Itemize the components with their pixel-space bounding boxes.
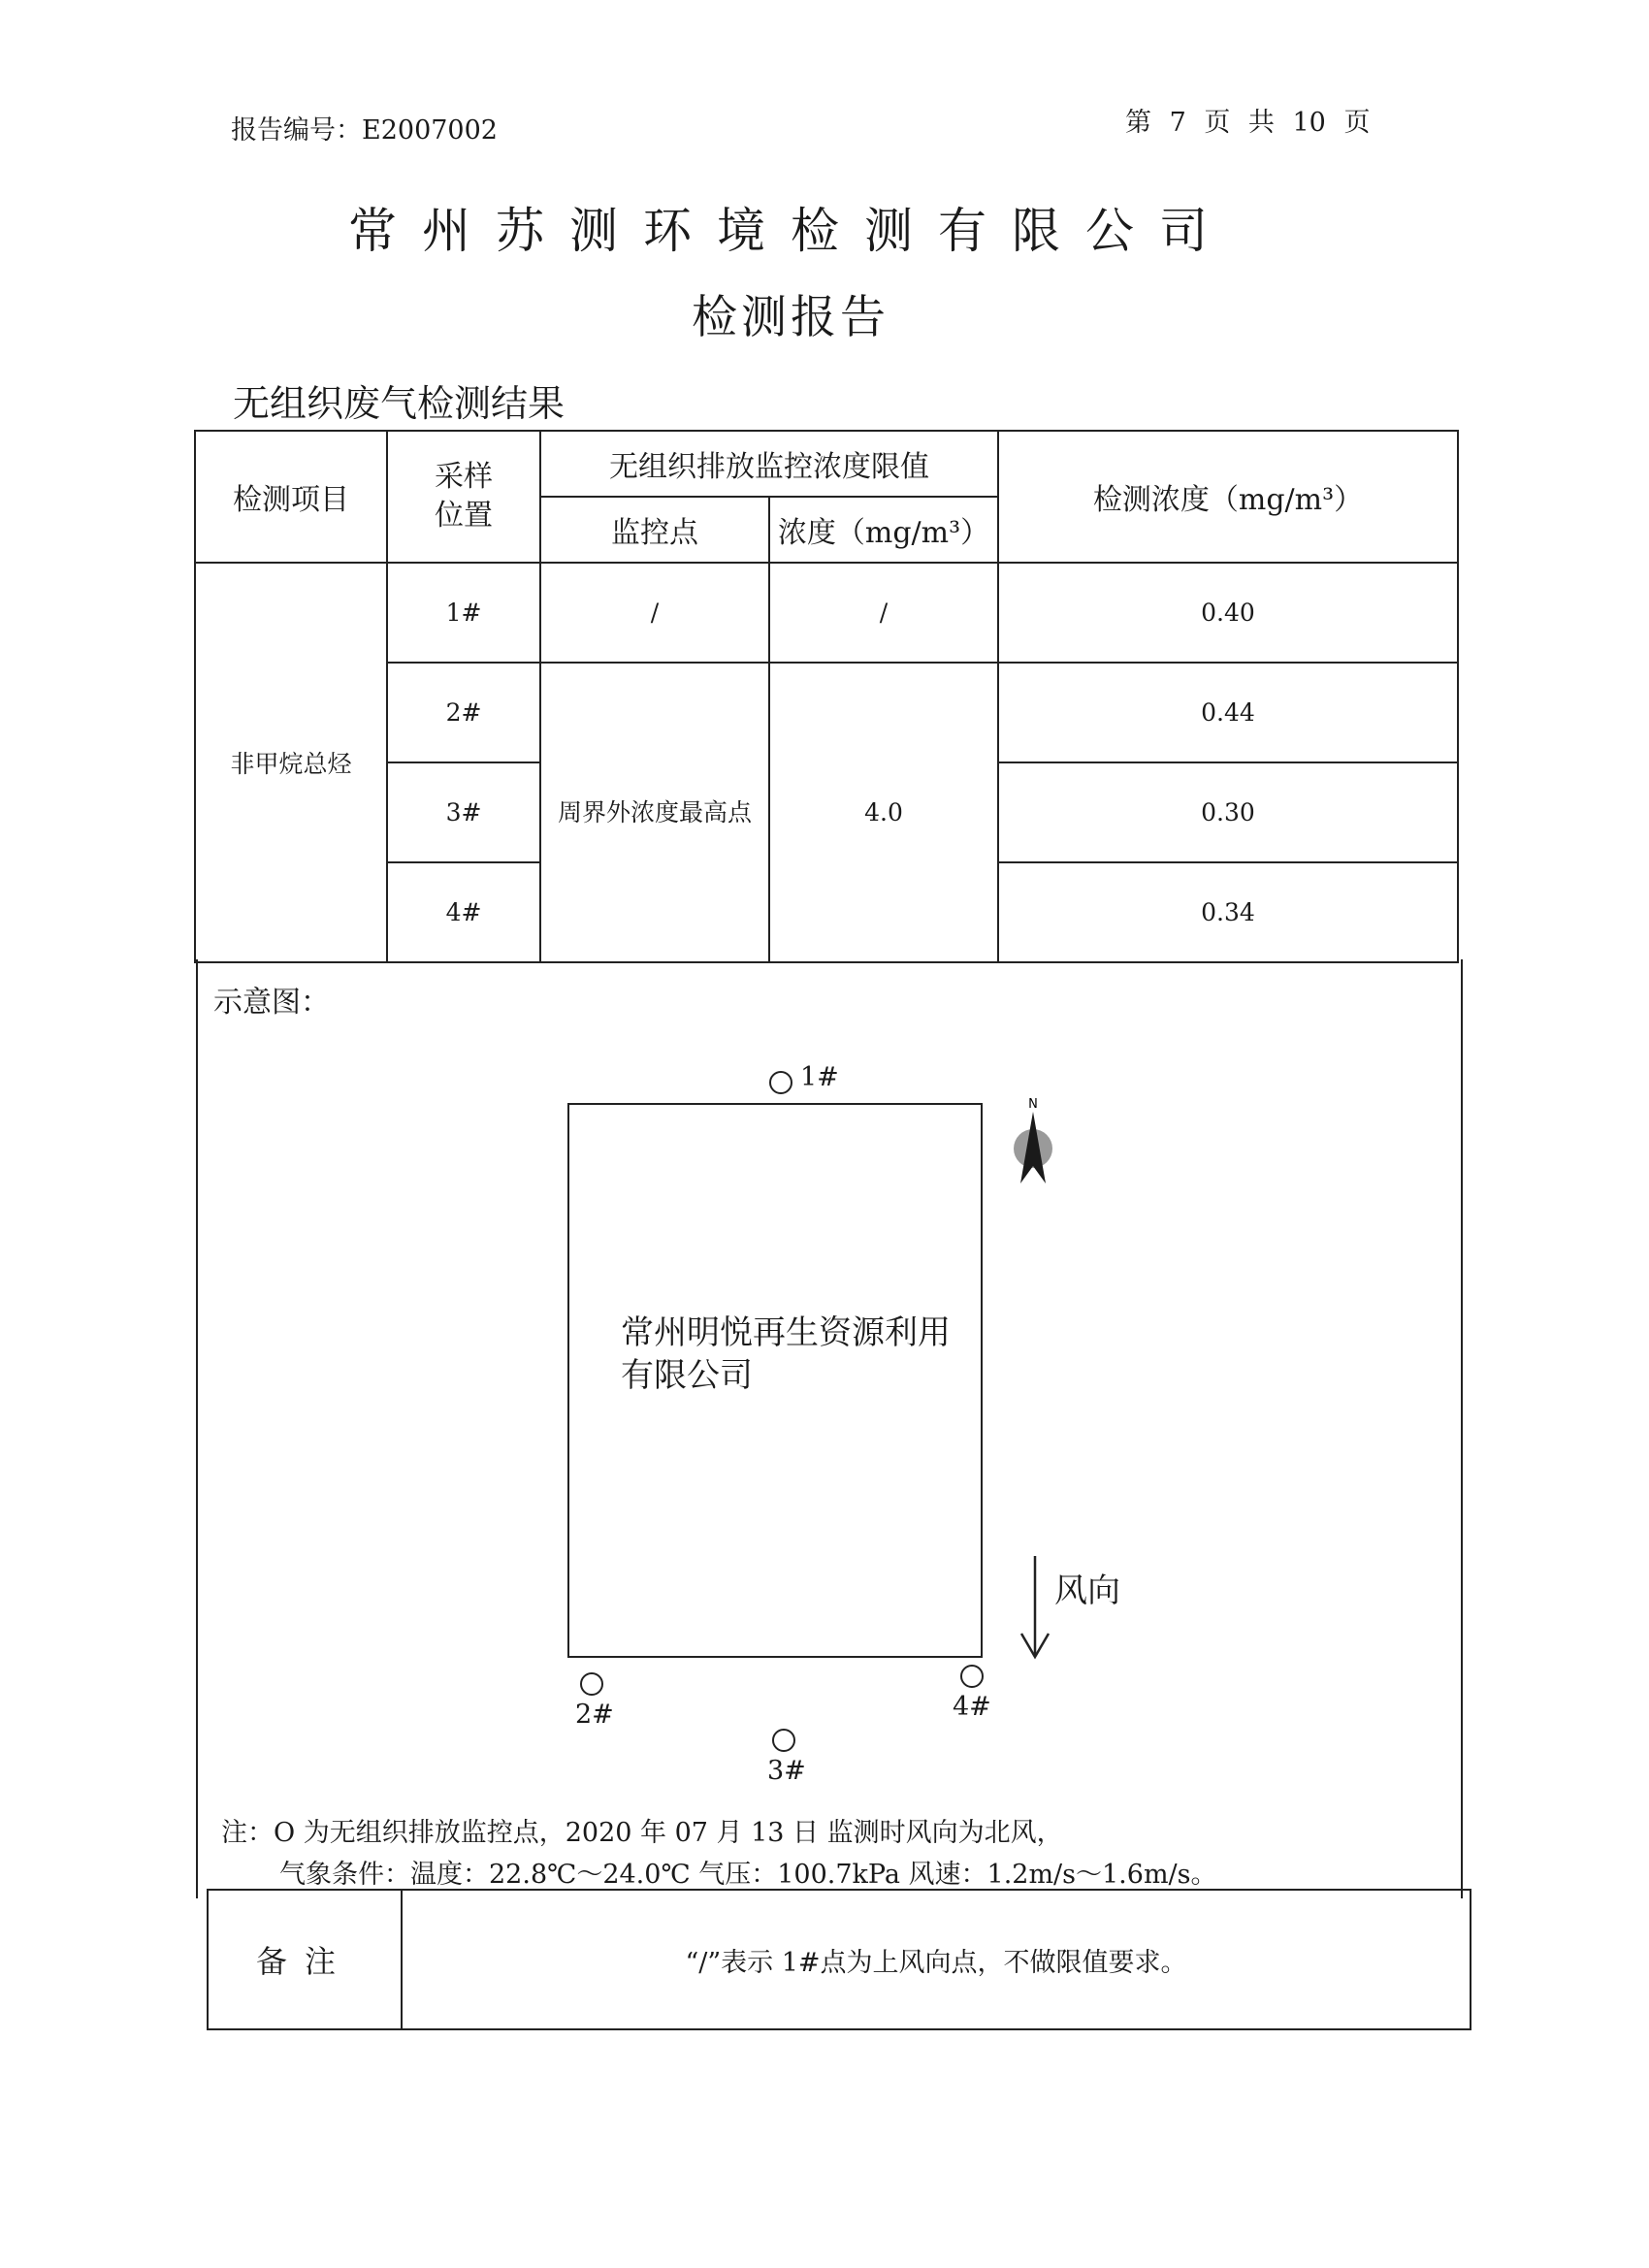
document-title: 检测报告 bbox=[692, 291, 889, 344]
merged-monitor-point: 周界外浓度最高点 bbox=[540, 663, 769, 962]
merged-limit: 4.0 bbox=[769, 663, 998, 962]
sampling-point-marker bbox=[772, 1729, 795, 1752]
remarks-label: 备注 bbox=[208, 1890, 402, 2029]
section-title: 无组织废气检测结果 bbox=[233, 382, 566, 425]
row-position: 1# bbox=[387, 563, 540, 663]
site-name: 常州明悦再生资源利用有限公司 bbox=[621, 1313, 951, 1395]
header-position bbox=[387, 431, 540, 563]
row-monitor-point: / bbox=[540, 563, 769, 663]
sampling-point-label: 3# bbox=[767, 1756, 806, 1786]
header-position-line1: 采样 bbox=[435, 460, 493, 494]
report-number: 报告编号：E2007002 bbox=[231, 115, 498, 146]
row-position: 2# bbox=[387, 663, 540, 762]
company-name: 常州苏测环境检测有限公司 bbox=[348, 203, 1233, 259]
wind-label: 风向 bbox=[1054, 1571, 1120, 1610]
header-item: 检测项目 bbox=[195, 431, 387, 563]
item-name: 非甲烷总烃 bbox=[195, 563, 387, 962]
note-line-2: 气象条件：温度：22.8℃～24.0℃ 气压：100.7kPa 风速：1.2m/s～1.6m/s。 bbox=[279, 1860, 1217, 1890]
sampling-point-label: 2# bbox=[575, 1700, 614, 1730]
row-value: 0.40 bbox=[998, 563, 1458, 663]
row-value: 0.30 bbox=[998, 762, 1458, 862]
row-position: 3# bbox=[387, 762, 540, 862]
sampling-point-marker bbox=[580, 1672, 603, 1696]
sampling-point-marker bbox=[769, 1071, 792, 1094]
row-value: 0.34 bbox=[998, 862, 1458, 962]
results-table bbox=[194, 430, 1459, 963]
diagram-label: 示意图： bbox=[213, 986, 330, 1020]
row-value: 0.44 bbox=[998, 663, 1458, 762]
remarks-table bbox=[207, 1889, 1471, 2030]
header-position-line2: 位置 bbox=[435, 499, 493, 533]
row-limit: / bbox=[769, 563, 998, 663]
sampling-point-marker bbox=[960, 1665, 984, 1688]
wind-arrow-icon bbox=[1018, 1554, 1053, 1661]
north-label: N bbox=[1028, 1097, 1038, 1112]
north-arrow-icon bbox=[1007, 1094, 1059, 1187]
header-monitor-point: 监控点 bbox=[540, 497, 769, 563]
header-limit-conc: 浓度（mg/m³） bbox=[769, 497, 998, 563]
note-line-1: 注：O 为无组织排放监控点，2020 年 07 月 13 日 监测时风向为北风， bbox=[221, 1818, 1063, 1848]
sampling-point-label: 4# bbox=[953, 1692, 991, 1722]
sampling-point-label: 1# bbox=[800, 1062, 839, 1092]
page-info: 第 7 页 共 10 页 bbox=[1125, 108, 1371, 138]
header-measured: 检测浓度（mg/m³） bbox=[998, 431, 1458, 563]
remarks-text: “/”表示 1#点为上风向点，不做限值要求。 bbox=[402, 1890, 1471, 2029]
row-position: 4# bbox=[387, 862, 540, 962]
header-limit-group: 无组织排放监控浓度限值 bbox=[540, 431, 998, 497]
